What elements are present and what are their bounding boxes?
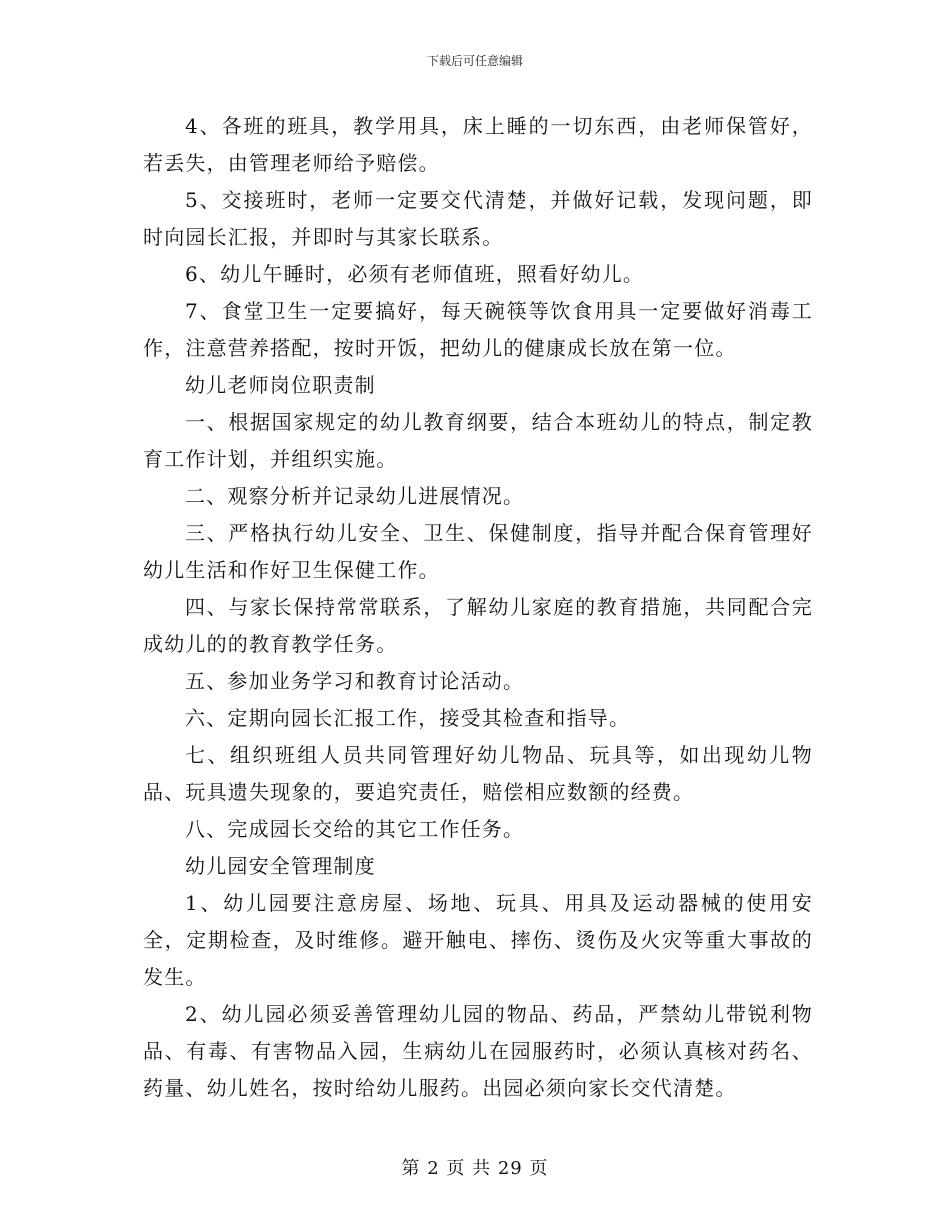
- paragraph: 六、定期向园长汇报工作，接受其检查和指导。: [185, 706, 631, 730]
- paragraph: 四、与家长保持常常联系，了解幼儿家庭的教育措施，共同配合完成幼儿的的教育教学任务。: [143, 595, 813, 656]
- paragraph: 4、各班的班具，教学用具，床上睡的一切东西，由老师保管好，若丢失，由管理老师给予赔偿。: [143, 114, 813, 175]
- paragraph: 二、观察分析并记录幼儿进展情况。: [185, 484, 525, 508]
- paragraph: 三、严格执行幼儿安全、卫生、保健制度，指导并配合保育管理好幼儿生活和作好卫生保健工作。: [143, 521, 813, 582]
- paragraph: 7、食堂卫生一定要搞好，每天碗筷等饮食用具一定要做好消毒工作，注意营养搭配，按时开饭，把幼儿的健康成长放在第一位。: [143, 299, 813, 360]
- paragraph: 5、交接班时，老师一定要交代清楚，并做好记载，发现问题，即时向园长汇报，并即时与其家长联系。: [143, 188, 813, 249]
- paragraph: 1、幼儿园要注意房屋、场地、玩具、用具及运动器械的使用安全，定期检查，及时维修。避开触电、摔伤、烫伤及火灾等重大事故的发生。: [143, 891, 813, 989]
- paragraph: 五、参加业务学习和教育讨论活动。: [185, 669, 525, 693]
- paragraph: 2、幼儿园必须妥善管理幼儿园的物品、药品，严禁幼儿带锐利物品、有毒、有害物品入园，生病幼儿在园服药时，必须认真核对药名、药量、幼儿姓名，按时给幼儿服药。出园必须向家长交代清楚。: [143, 1002, 813, 1100]
- paragraph: 八、完成园长交给的其它工作任务。: [185, 817, 525, 841]
- section-heading: 幼儿园安全管理制度: [185, 854, 376, 878]
- paragraph: 一、根据国家规定的幼儿教育纲要，结合本班幼儿的特点，制定教育工作计划，并组织实施。: [143, 410, 813, 471]
- header-note: 下载后可任意编辑: [426, 54, 523, 68]
- paragraph: 七、组织班组人员共同管理好幼儿物品、玩具等，如出现幼儿物品、玩具遗失现象的，要追究责任，赔偿相应数额的经费。: [143, 743, 813, 804]
- section-heading: 幼儿老师岗位职责制: [185, 373, 376, 397]
- page-footer: 第 2 页 共 29 页: [401, 1158, 549, 1179]
- document-body: [143, 108, 813, 1107]
- paragraph: 6、幼儿午睡时，必须有老师值班，照看好幼儿。: [185, 262, 645, 286]
